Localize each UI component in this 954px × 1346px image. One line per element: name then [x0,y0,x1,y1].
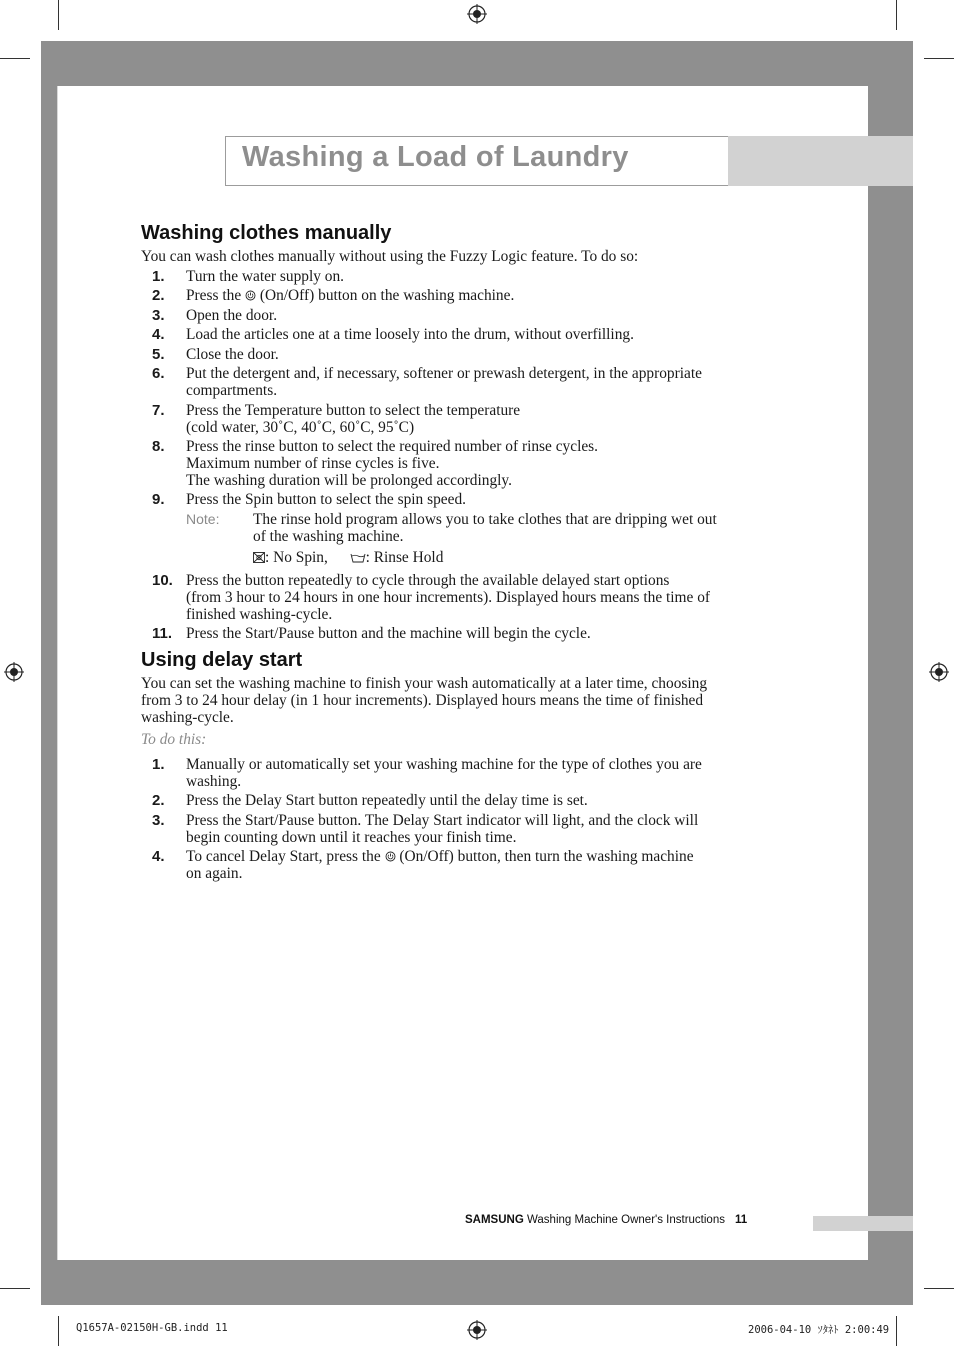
crop-mark [924,1288,954,1289]
power-icon [385,851,396,862]
rinse-hold-icon [350,552,366,563]
section-heading-delay: Using delay start [141,649,303,671]
footer-brand: SAMSUNG [465,1214,524,1226]
crop-mark [58,0,59,30]
registration-mark-icon [929,662,949,682]
page-title: Washing a Load of Laundry [242,141,629,173]
frame-left-bar [41,41,58,1305]
crop-mark [924,58,954,59]
crop-mark [896,0,897,30]
frame-bottom-bar [41,1260,913,1305]
no-spin-icon [253,552,265,563]
registration-mark-icon [467,1320,487,1340]
crop-mark [896,1316,897,1346]
todo-label: To do this: [141,731,207,748]
page-number: 11 [734,1214,748,1226]
frame-right-bar [868,41,913,1305]
slug-timestamp: 2006-04-10 ｿﾀﾈﾄ 2:00:49 [748,1324,890,1336]
note-label: Note: [186,511,220,527]
section-heading-manual: Washing clothes manually [141,222,392,244]
section-intro: You can wash clothes manually without using the Fuzzy Logic feature. To do so: [141,248,639,265]
crop-mark [0,58,30,59]
registration-mark-icon [467,4,487,24]
page-footer [465,1214,747,1226]
footer-title: Washing Machine Owner's Instructions [523,1214,725,1226]
power-icon [245,290,256,301]
footer-accent-bar [813,1216,913,1231]
section-intro: You can set the washing machine to finish your wash automatically at a later time, choosing from 3 to 24 hour delay (in 1 hour increments). Displayed hours means the time of finished washing-cycle. [141,675,708,726]
registration-mark-icon [4,662,24,682]
crop-mark [58,1316,59,1346]
title-accent-bar [728,136,913,186]
note-text: The rinse hold program allows you to take clothes that are dripping wet out of the washing machine. [253,511,717,545]
crop-mark [0,1288,30,1289]
frame-top-bar [41,41,913,86]
note-icons-line: : No Spin, : Rinse Hold [253,549,443,566]
slug-filename: Q1657A-02150H-GB.indd 11 [76,1322,228,1334]
frame-inner-line [57,86,58,1260]
